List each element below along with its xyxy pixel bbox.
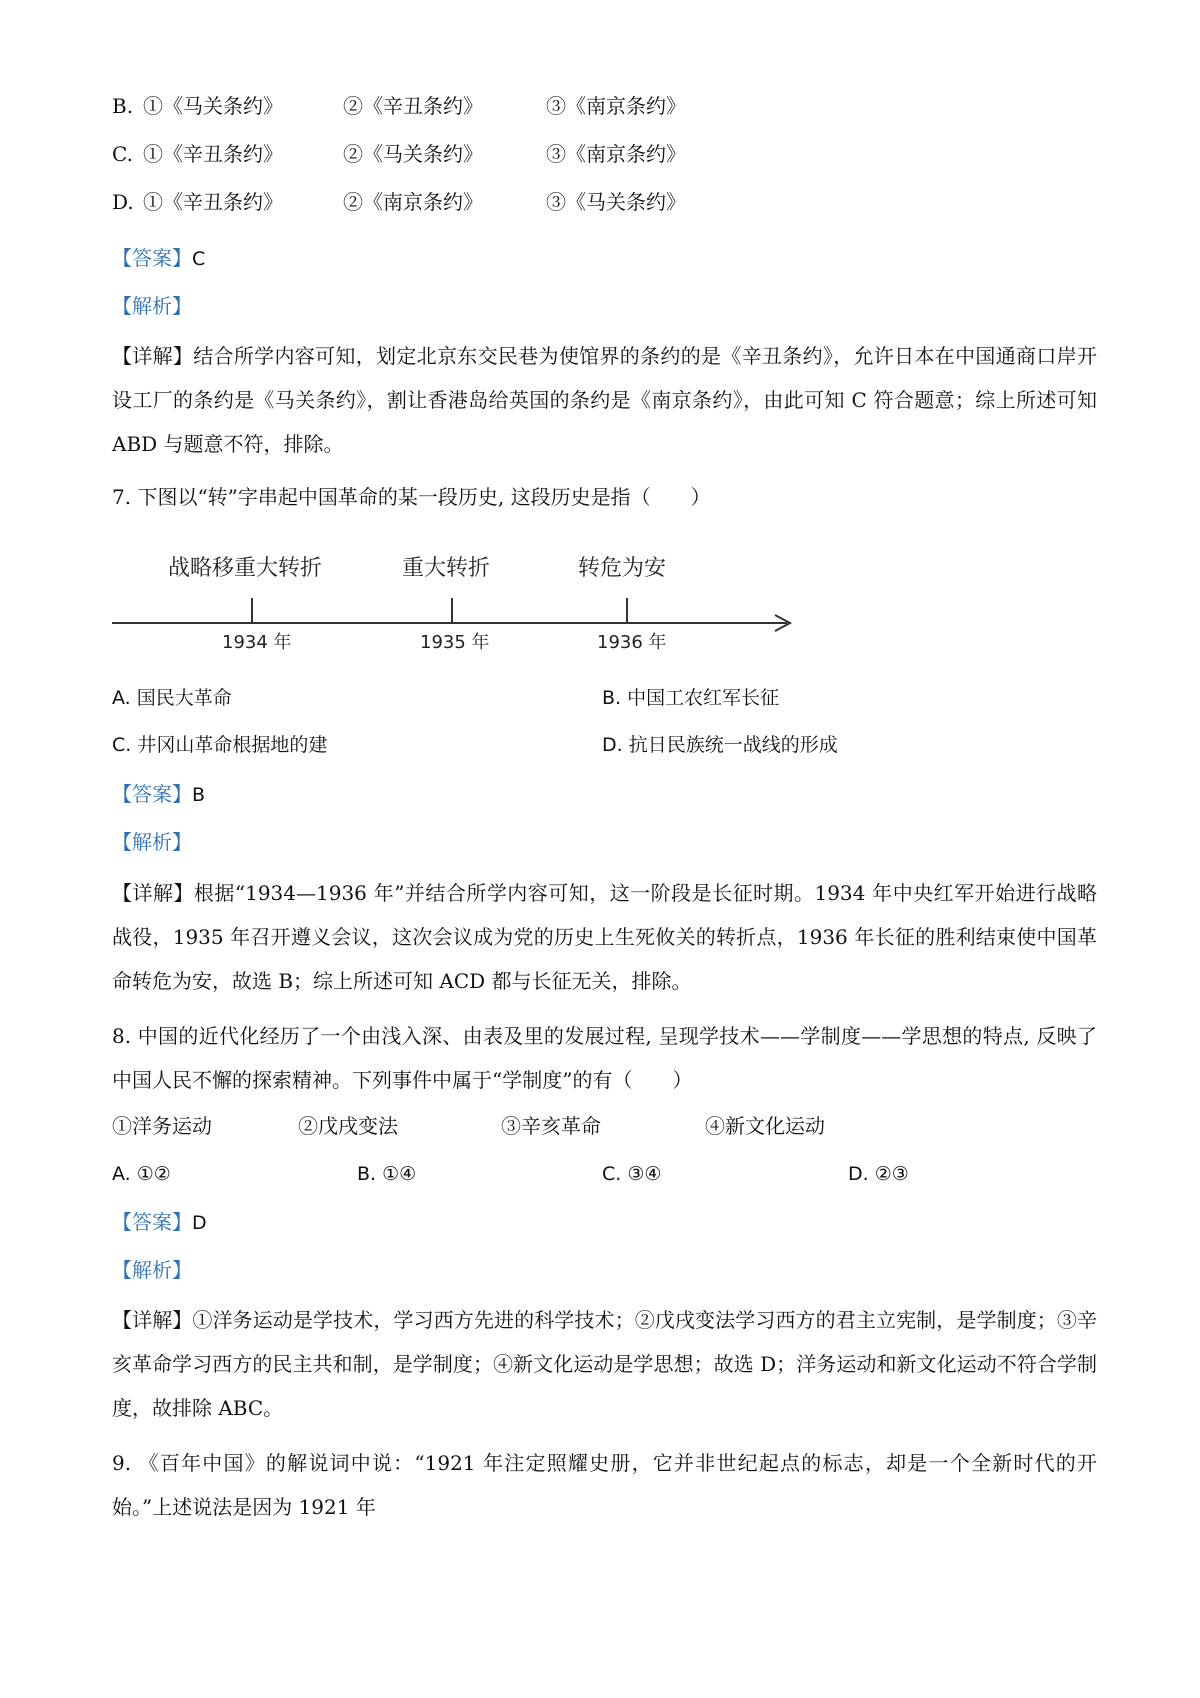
q6-option-d-item2: ②《南京条约》	[343, 190, 483, 214]
q6-option-d-letter: D.	[112, 190, 134, 214]
answer-tag: 【答案】	[112, 1210, 192, 1234]
answer-value: C	[192, 248, 206, 270]
analysis-tag: 【解析】	[112, 1258, 192, 1282]
q6-option-c-letter: C.	[112, 142, 133, 166]
detail-tag: 【详解】	[112, 881, 194, 905]
q7-option-d: D. 抗日民族统一战线的形成	[602, 734, 838, 756]
q7-timeline-figure	[112, 540, 812, 680]
q7-option-a: A. 国民大革命	[112, 687, 232, 709]
q8-stem: 8. 中国的近代化经历了一个由浅入深、由表及里的发展过程, 呈现学技术——学制度——学思想的特点, 反映了中国人民不懈的探索精神。下列事件中属于“学制度”的有（ ）	[112, 1024, 1097, 1092]
timeline-year-1935: 1935 年	[420, 632, 490, 653]
q7-stem: 7. 下图以“转”字串起中国革命的某一段历史, 这段历史是指（ ）	[112, 485, 711, 509]
q8-item-4: ④新文化运动	[705, 1114, 825, 1138]
answer-tag: 【答案】	[112, 782, 192, 806]
q7-answer	[112, 780, 205, 809]
q6-option-b-item1: ①《马关条约》	[143, 94, 283, 118]
timeline-label-3: 转危为安	[578, 556, 667, 581]
q8-item-2: ②戊戌变法	[298, 1114, 398, 1138]
analysis-tag: 【解析】	[112, 294, 192, 318]
q6-option-c-item1: ①《辛丑条约》	[143, 142, 283, 166]
detail-tag: 【详解】	[112, 1308, 193, 1332]
q8-option-b: B. ①④	[357, 1163, 417, 1185]
q9-stem: 9. 《百年中国》的解说词中说：“1921 年注定照耀史册，它并非世纪起点的标志，却是一个全新时代的开始。”上述说法是因为 1921 年	[112, 1451, 1097, 1519]
q8-detail	[112, 1298, 1097, 1430]
timeline-label-1: 战略移重大转折	[168, 556, 323, 581]
q8-item-3: ③辛亥革命	[501, 1114, 601, 1138]
answer-tag: 【答案】	[112, 246, 192, 270]
q8-analysis	[112, 1256, 192, 1284]
q6-option-d-item1: ①《辛丑条约》	[143, 190, 283, 214]
detail-tag: 【详解】	[112, 344, 194, 368]
q7-option-b: B. 中国工农红军长征	[602, 687, 780, 709]
q6-option-d-item3: ③《马关条约》	[546, 190, 686, 214]
q8-option-a: A. ①②	[112, 1163, 171, 1185]
q6-option-b-letter: B.	[112, 94, 134, 118]
q6-option-c-item2: ②《马关条约》	[343, 142, 483, 166]
q7-analysis	[112, 828, 192, 856]
q7-option-c: C. 井冈山革命根据地的建	[112, 734, 328, 756]
detail-text: ①洋务运动是学技术，学习西方先进的科学技术；②戊戌变法学习西方的君主立宪制，是学制度；③辛亥革命学习西方的民主共和制，是学制度；④新文化运动是学思想；故选 D；洋务运动和新文化运动不符合学制度，故排除 ABC。	[112, 1308, 1098, 1420]
analysis-tag: 【解析】	[112, 830, 192, 854]
q6-option-c-item3: ③《南京条约》	[546, 142, 686, 166]
answer-value: D	[192, 1212, 207, 1234]
q7-detail	[112, 871, 1097, 1003]
answer-value: B	[192, 784, 206, 806]
q8-option-c: C. ③④	[602, 1163, 662, 1185]
q8-option-d: D. ②③	[848, 1163, 909, 1185]
timeline-year-1934: 1934 年	[222, 632, 292, 653]
detail-text: 结合所学内容可知，划定北京东交民巷为使馆界的条约的是《辛丑条约》，允许日本在中国通商口岸开设工厂的条约是《马关条约》，割让香港岛给英国的条约是《南京条约》，由此可知 C 符合题意；综上所述可知 ABD 与题意不符，排除。	[112, 344, 1097, 456]
detail-text: 根据“1934—1936 年”并结合所学内容可知，这一阶段是长征时期。1934 年中央红军开始进行战略战役，1935 年召开遵义会议，这次会议成为党的历史上生死攸关的转折点，1936 年长征的胜利结束使中国革命转危为安，故选 B；综上所述可知 ACD 都与长征无关，排除。	[112, 881, 1098, 993]
q6-option-b-item2: ②《辛丑条约》	[343, 94, 483, 118]
q6-analysis	[112, 292, 192, 320]
q8-answer	[112, 1208, 207, 1237]
timeline-label-2: 重大转折	[402, 556, 491, 581]
q6-detail	[112, 334, 1097, 466]
q6-option-b-item3: ③《南京条约》	[546, 94, 686, 118]
q8-item-1: ①洋务运动	[112, 1114, 212, 1138]
q6-answer	[112, 244, 205, 273]
timeline-year-1936: 1936 年	[597, 632, 667, 653]
